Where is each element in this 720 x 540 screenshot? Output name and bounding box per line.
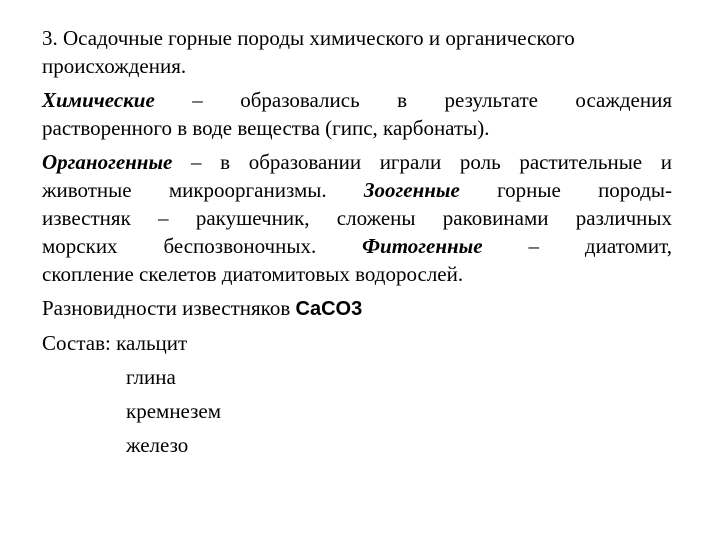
organogenic-line-4-text-a: морских беспозвоночных. [42, 234, 363, 258]
heading-line-1: 3. Осадочные горные породы химического и органического [42, 26, 575, 50]
limestone-varieties [42, 294, 672, 323]
organogenic-line-2-text-a: животные микроорганизмы. [42, 178, 364, 202]
organogenic-term: Органогенные [42, 150, 173, 174]
limestone-label: Разновидности известняков [42, 296, 296, 320]
organogenic-line-1 [42, 148, 672, 176]
composition-row [42, 329, 672, 357]
composition-row [42, 397, 672, 425]
organogenic-line-4 [42, 232, 672, 260]
composition-label: Состав: [42, 331, 117, 355]
composition-item: кремнезем [126, 399, 222, 423]
organogenic-line-5: скопление скелетов диатомитовых водорослей. [42, 262, 464, 286]
composition-item: кальцит [116, 331, 188, 355]
phytogenic-term: Фитогенные [362, 234, 483, 258]
composition-row [42, 431, 672, 459]
composition-row [42, 363, 672, 391]
organogenic-line-2-text-b: горные породы- [459, 178, 672, 202]
chemical-line-1-text: – образовались в результате осаждения [154, 88, 672, 112]
organogenic-paragraph [42, 148, 672, 288]
zoogenic-term: Зоогенные [363, 178, 460, 202]
organogenic-line-4-text-b: – диатомит, [482, 234, 672, 258]
chemical-line-1 [42, 86, 672, 114]
organogenic-line-1-text: – в образовании играли роль растительные и [172, 150, 672, 174]
heading-line-2: происхождения. [42, 54, 187, 78]
chemical-paragraph [42, 86, 672, 142]
composition-item: железо [126, 433, 189, 457]
slide-content [42, 24, 672, 465]
chemical-line-2: растворенного в воде вещества (гипс, карбонаты). [42, 116, 490, 140]
organogenic-line-2 [42, 176, 672, 204]
composition-item: глина [126, 365, 176, 389]
limestone-formula: CaCO3 [295, 298, 363, 320]
chemical-term: Химические [42, 88, 155, 112]
organogenic-line-3: известняк – ракушечник, сложены раковинами различных [42, 206, 672, 230]
section-heading [42, 24, 672, 80]
